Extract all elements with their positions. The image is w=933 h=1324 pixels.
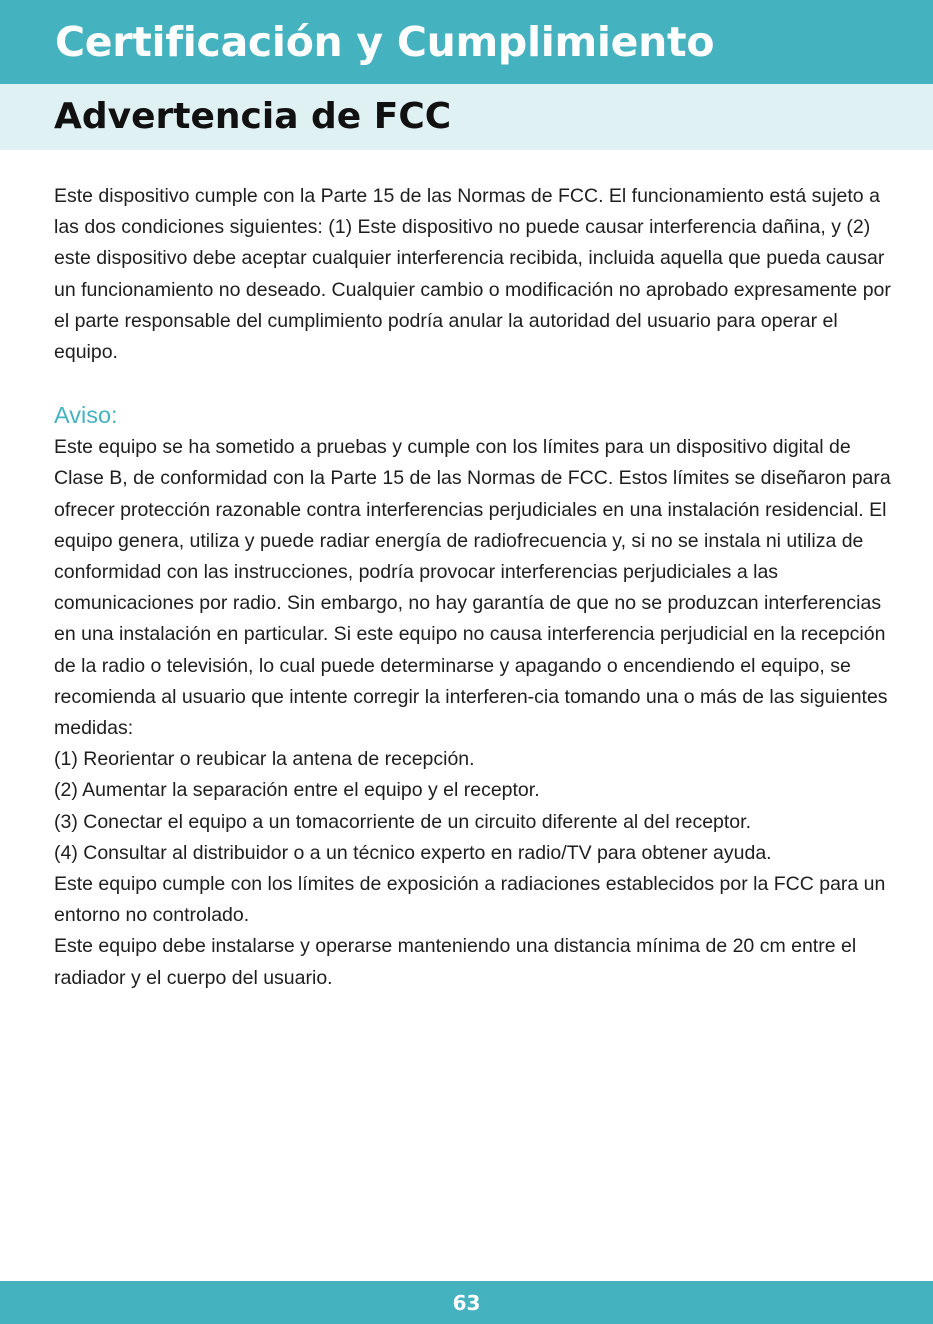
subsection-title: Advertencia de FCC — [54, 96, 452, 137]
measure-item: (1) Reorientar o reubicar la antena de recepción. — [54, 748, 475, 771]
section-title: Certificación y Cumplimiento — [55, 18, 715, 66]
fcc-intro-paragraph: Este dispositivo cumple con la Parte 15 de las Normas de FCC. El funcionamiento está sujeto a las dos condiciones siguientes: (1) Este dispositivo no puede causar interferencia dañina, y (2) este dispositivo debe aceptar cualquier interferencia recibida, incluida aquella que pueda causar un funcionamiento no deseado. Cualquier cambio o modificación no aprobado expresamente por el parte responsable del cumplimiento podría anular la autoridad del usuario para operar el equipo. — [54, 185, 891, 364]
distance-paragraph: Este equipo debe instalarse y operarse manteniendo una distancia mínima de 20 cm entre el radiador y el cuerpo del usuario. — [54, 935, 857, 989]
page-footer — [0, 1281, 933, 1324]
subsection-header-banner — [0, 84, 933, 150]
measure-item: (3) Conectar el equipo a un tomacorriente de un circuito diferente al del receptor. — [54, 810, 751, 833]
section-header-banner — [0, 0, 933, 84]
notice-heading: Aviso: — [54, 402, 118, 429]
notice-paragraph: Este equipo se ha sometido a pruebas y cumple con los límites para un dispositivo digital de Clase B, de conformidad con la Parte 15 de las Normas de FCC. Estos límites se diseñaron para ofrecer protección razonable contra interferencias perjudiciales en una instalación residencial. El equipo genera, utiliza y puede radiar energía de radiofrecuencia y, si no se instala ni utiliza de conformidad con las instrucciones, podría provocar interferencias perjudiciales a las comunicaciones por radio. Sin embargo, no hay garantía de que no se produzcan interferencias en una instalación en particular. Si este equipo no causa interferencia perjudicial en la recepción de la radio o televisión, lo cual puede determinarse y apagando o encendiendo el equipo, se recomienda al usuario que intente corregir la interferen-cia tomando una o más de las siguientes medidas: — [54, 436, 891, 740]
page-number: 63 — [452, 1291, 481, 1315]
page-content — [54, 181, 894, 994]
exposure-paragraph: Este equipo cumple con los límites de exposición a radiaciones establecidos por la FCC para un entorno no controlado. — [54, 873, 886, 927]
measure-item: (2) Aumentar la separación entre el equipo y el receptor. — [54, 779, 540, 802]
measure-item: (4) Consultar al distribuidor o a un técnico experto en radio/TV para obtener ayuda. — [54, 841, 772, 864]
